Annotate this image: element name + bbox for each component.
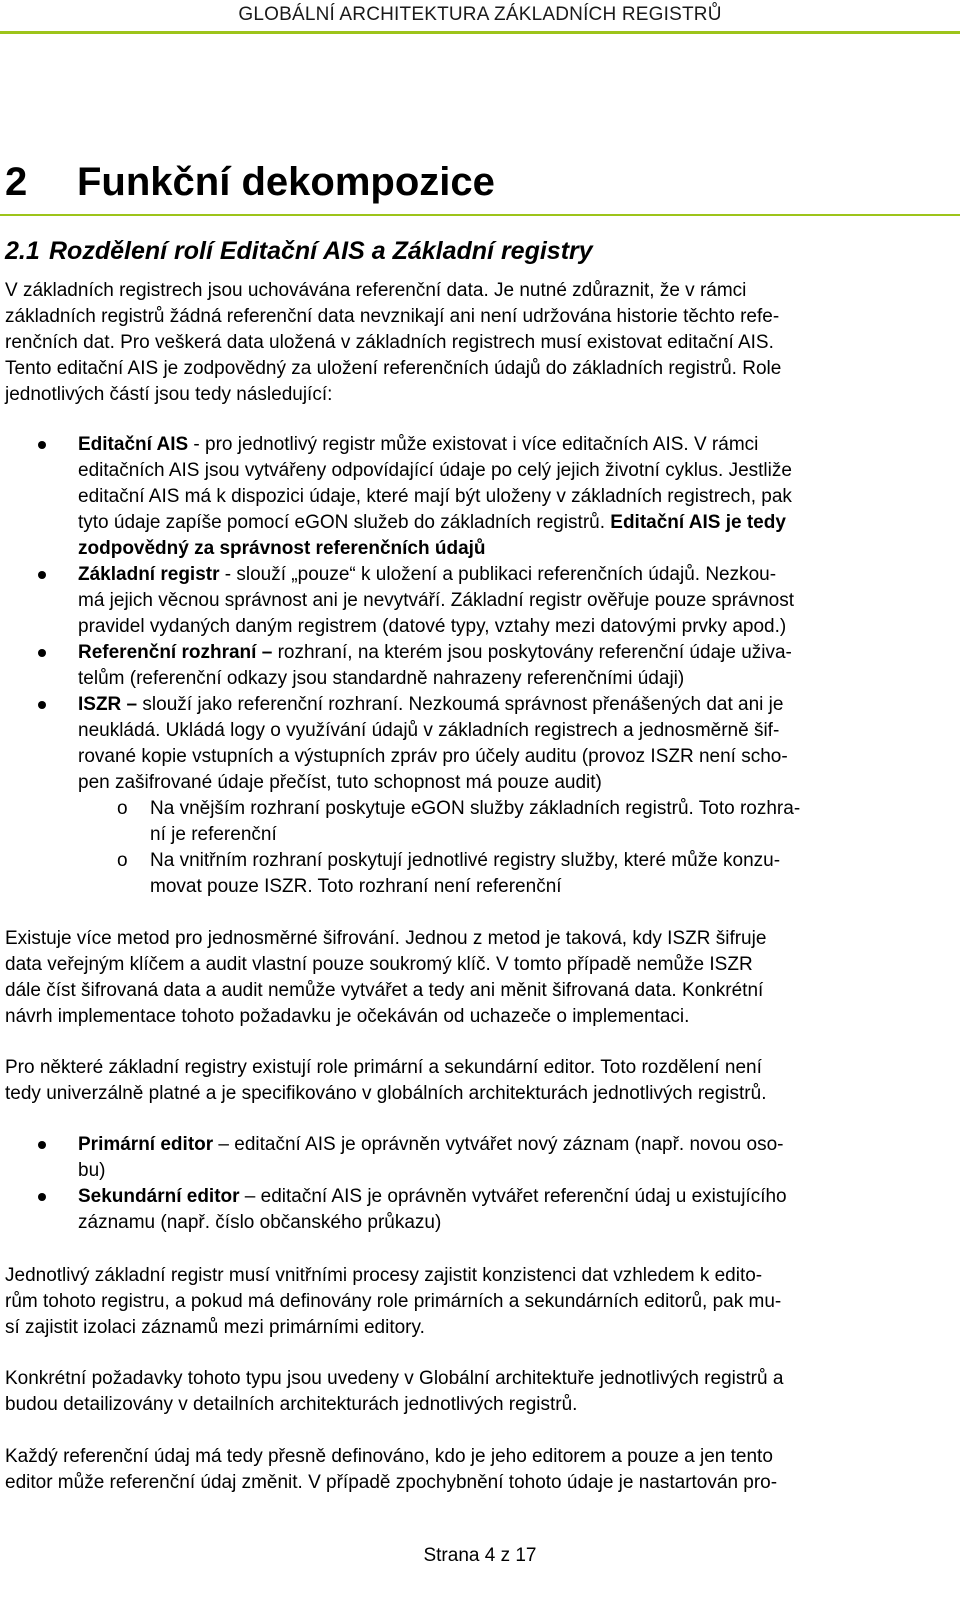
- list-item-line: [78, 1184, 940, 1210]
- paragraph-line: návrh implementace tohoto požadavku je očekáván od uchazeče o implementaci.: [5, 1006, 690, 1027]
- paragraph-line: tedy univerzálně platné a je specifikováno v globálních architekturách jednotlivých registrů.: [5, 1083, 767, 1104]
- bullet-dot: [38, 1141, 46, 1149]
- role-item: [78, 432, 940, 562]
- text-run: tyto údaje zapíše pomocí eGON služeb do základních registrů.: [78, 512, 611, 533]
- bold-term: Editační AIS je tedy: [610, 512, 786, 533]
- text-run: záznamu (např. číslo občanského průkazu): [78, 1212, 442, 1233]
- text-run: telům (referenční odkazy jsou standardně nahrazeny referenčními údaji): [78, 668, 685, 689]
- list-item-line: [78, 1210, 940, 1236]
- sub-item-line: Na vnitřním rozhraní poskytují jednotlivé registry služby, které může konzu-: [150, 850, 781, 871]
- paragraph-line: budou detailizovány v detailních architekturách jednotlivých registrů.: [5, 1394, 578, 1415]
- bullet-dot: [38, 701, 46, 709]
- intro-paragraph: [5, 278, 940, 408]
- paragraph-line: Pro některé základní registry existují role primární a sekundární editor. Toto rozdělení není: [5, 1057, 762, 1078]
- bold-term: zodpovědný za správnost referenčních údajů: [78, 538, 486, 559]
- text-run: slouží jako referenční rozhraní. Nezkoumá správnost přenášených dat ani je: [142, 694, 784, 715]
- chapter-title: Funkční dekompozice: [77, 160, 495, 204]
- role-item: [78, 640, 940, 692]
- section-number: 2.1: [5, 237, 40, 265]
- bullet-dot: [38, 441, 46, 449]
- section-title: Rozdělení rolí Editační AIS a Základní registry: [49, 237, 593, 265]
- list-item-line: [78, 666, 940, 692]
- list-item-line: [78, 562, 940, 588]
- paragraph-line: editor může referenční údaj změnit. V případě zpochybnění tohoto údaje je nastartován pro-: [5, 1472, 778, 1493]
- text-run: – editační AIS je oprávněn vytvářet nový záznam (např. novou oso-: [213, 1134, 784, 1155]
- bold-term: Primární editor: [78, 1134, 214, 1155]
- list-item-line: [78, 744, 940, 770]
- role-item: [78, 562, 940, 640]
- sub-item-line: movat pouze ISZR. Toto rozhraní není referenční: [150, 876, 562, 897]
- paragraph-line: Jednotlivý základní registr musí vnitřními procesy zajistit konzistenci dat vzhledem k edito-: [5, 1265, 763, 1286]
- sub-item: [150, 848, 940, 900]
- text-run: – editační AIS je oprávněn vytvářet referenční údaj u existujícího: [239, 1186, 787, 1207]
- text-run: editační AIS má k dispozici údaje, které mají být uloženy v základních registrech, pak: [78, 486, 792, 507]
- intro-line: základních registrů žádná referenční data nevznikají ani není udržována historie těchto refe-: [5, 306, 780, 327]
- text-run: rozhraní, na kterém jsou poskytovány referenční údaje uživa-: [277, 642, 792, 663]
- requirements-paragraph: [5, 1366, 940, 1418]
- text-run: neukládá. Ukládá logy o využívání údajů v základních registrech a jednosměrně šif-: [78, 720, 780, 741]
- list-item-line: [78, 536, 940, 562]
- paragraph-line: Konkrétní požadavky tohoto typu jsou uvedeny v Globální architektuře jednotlivých registrů a: [5, 1368, 784, 1389]
- text-run: bu): [78, 1160, 106, 1181]
- chapter-number: 2: [5, 160, 28, 204]
- text-run: pravidel vydaných daným registrem (datové typy, vztahy mezi datovými prvky apod.): [78, 616, 787, 637]
- encryption-paragraph: [5, 926, 940, 1030]
- list-item-line: [78, 718, 940, 744]
- chapter-heading: [5, 160, 495, 205]
- bold-term: –: [121, 694, 143, 715]
- header-rule: [0, 31, 960, 34]
- text-run: - pro jednotlivý registr může existovat i více editačních AIS. V rámci: [188, 434, 759, 455]
- list-item-line: [78, 588, 940, 614]
- final-paragraph: [5, 1444, 940, 1496]
- role-item: [78, 692, 940, 796]
- paragraph-line: dále číst šifrovaná data a audit nemůže vytvářet a tedy ani měnit šifrovaná data. Konkrétní: [5, 980, 764, 1001]
- consistency-paragraph: [5, 1263, 940, 1341]
- list-item-line: [78, 1158, 940, 1184]
- paragraph-line: Každý referenční údaj má tedy přesně definováno, kdo je jeho editorem a pouze a jen tento: [5, 1446, 773, 1467]
- bold-term: Sekundární editor: [78, 1186, 240, 1207]
- bullet-dot: [38, 571, 46, 579]
- list-item-line: [78, 770, 940, 796]
- list-item-line: [78, 614, 940, 640]
- text-run: pen zašifrované údaje přečíst, tuto schopnost má pouze audit): [78, 772, 602, 793]
- bold-term: Editační AIS: [78, 434, 189, 455]
- text-run: rované kopie vstupních a výstupních zpráv pro účely auditu (provoz ISZR není scho-: [78, 746, 788, 767]
- text-run: má jejich věcnou správnost ani je nevytváří. Základní registr ověřuje pouze správnost: [78, 590, 795, 611]
- list-item-line: [78, 432, 940, 458]
- text-run: - slouží „pouze“ k uložení a publikaci referenčních údajů. Nezkou-: [219, 564, 777, 585]
- sub-item-line: ní je referenční: [150, 824, 277, 845]
- sub-bullet-marker: o: [117, 798, 128, 819]
- text-run: editačních AIS jsou vytvářeny odpovídající údaje po celý jejich životní cyklus. Jestliže: [78, 460, 792, 481]
- paragraph-line: data veřejným klíčem a audit vlastní pouze soukromý klíč. V tomto případě nemůže ISZR: [5, 954, 753, 975]
- intro-line: V základních registrech jsou uchovávána referenční data. Je nutné zdůraznit, že v rámci: [5, 280, 747, 301]
- editor-item: [78, 1184, 940, 1236]
- sub-bullet-marker: o: [117, 850, 128, 871]
- list-item-line: [78, 458, 940, 484]
- list-item-line: [78, 1132, 940, 1158]
- bold-term: ISZR: [78, 694, 122, 715]
- page-number: Strana 4 z 17: [423, 1545, 537, 1566]
- list-item-line: [78, 510, 940, 536]
- paragraph-line: rům tohoto registru, a pokud má definovány role primárních a sekundárních editorů, pak mu-: [5, 1291, 782, 1312]
- list-item-line: [78, 484, 940, 510]
- chapter-rule: [0, 214, 960, 216]
- sub-item: [150, 796, 940, 848]
- bold-term: –: [256, 642, 278, 663]
- bold-term: Základní registr: [78, 564, 220, 585]
- bullet-dot: [38, 649, 46, 657]
- paragraph-line: sí zajistit izolaci záznamů mezi primárními editory.: [5, 1317, 425, 1338]
- bold-term: Referenční rozhraní: [78, 642, 257, 663]
- list-item-line: [78, 640, 940, 666]
- intro-line: Tento editační AIS je zodpovědný za uložení referenčních údajů do základních registrů. Role: [5, 358, 782, 379]
- intro-line: renčních dat. Pro veškerá data uložená v základních registrech musí existovat editační AIS.: [5, 332, 774, 353]
- intro-line: jednotlivých částí jsou tedy následující:: [5, 384, 333, 405]
- editors-paragraph: [5, 1055, 940, 1107]
- editor-item: [78, 1132, 940, 1184]
- bullet-dot: [38, 1193, 46, 1201]
- sub-item-line: Na vnějším rozhraní poskytuje eGON služby základních registrů. Toto rozhra-: [150, 798, 801, 819]
- section-heading: [5, 237, 593, 266]
- list-item-line: [78, 692, 940, 718]
- paragraph-line: Existuje více metod pro jednosměrné šifrování. Jednou z metod je taková, kdy ISZR šifruje: [5, 928, 767, 949]
- running-header: GLOBÁLNÍ ARCHITEKTURA ZÁKLADNÍCH REGISTRŮ: [238, 4, 722, 25]
